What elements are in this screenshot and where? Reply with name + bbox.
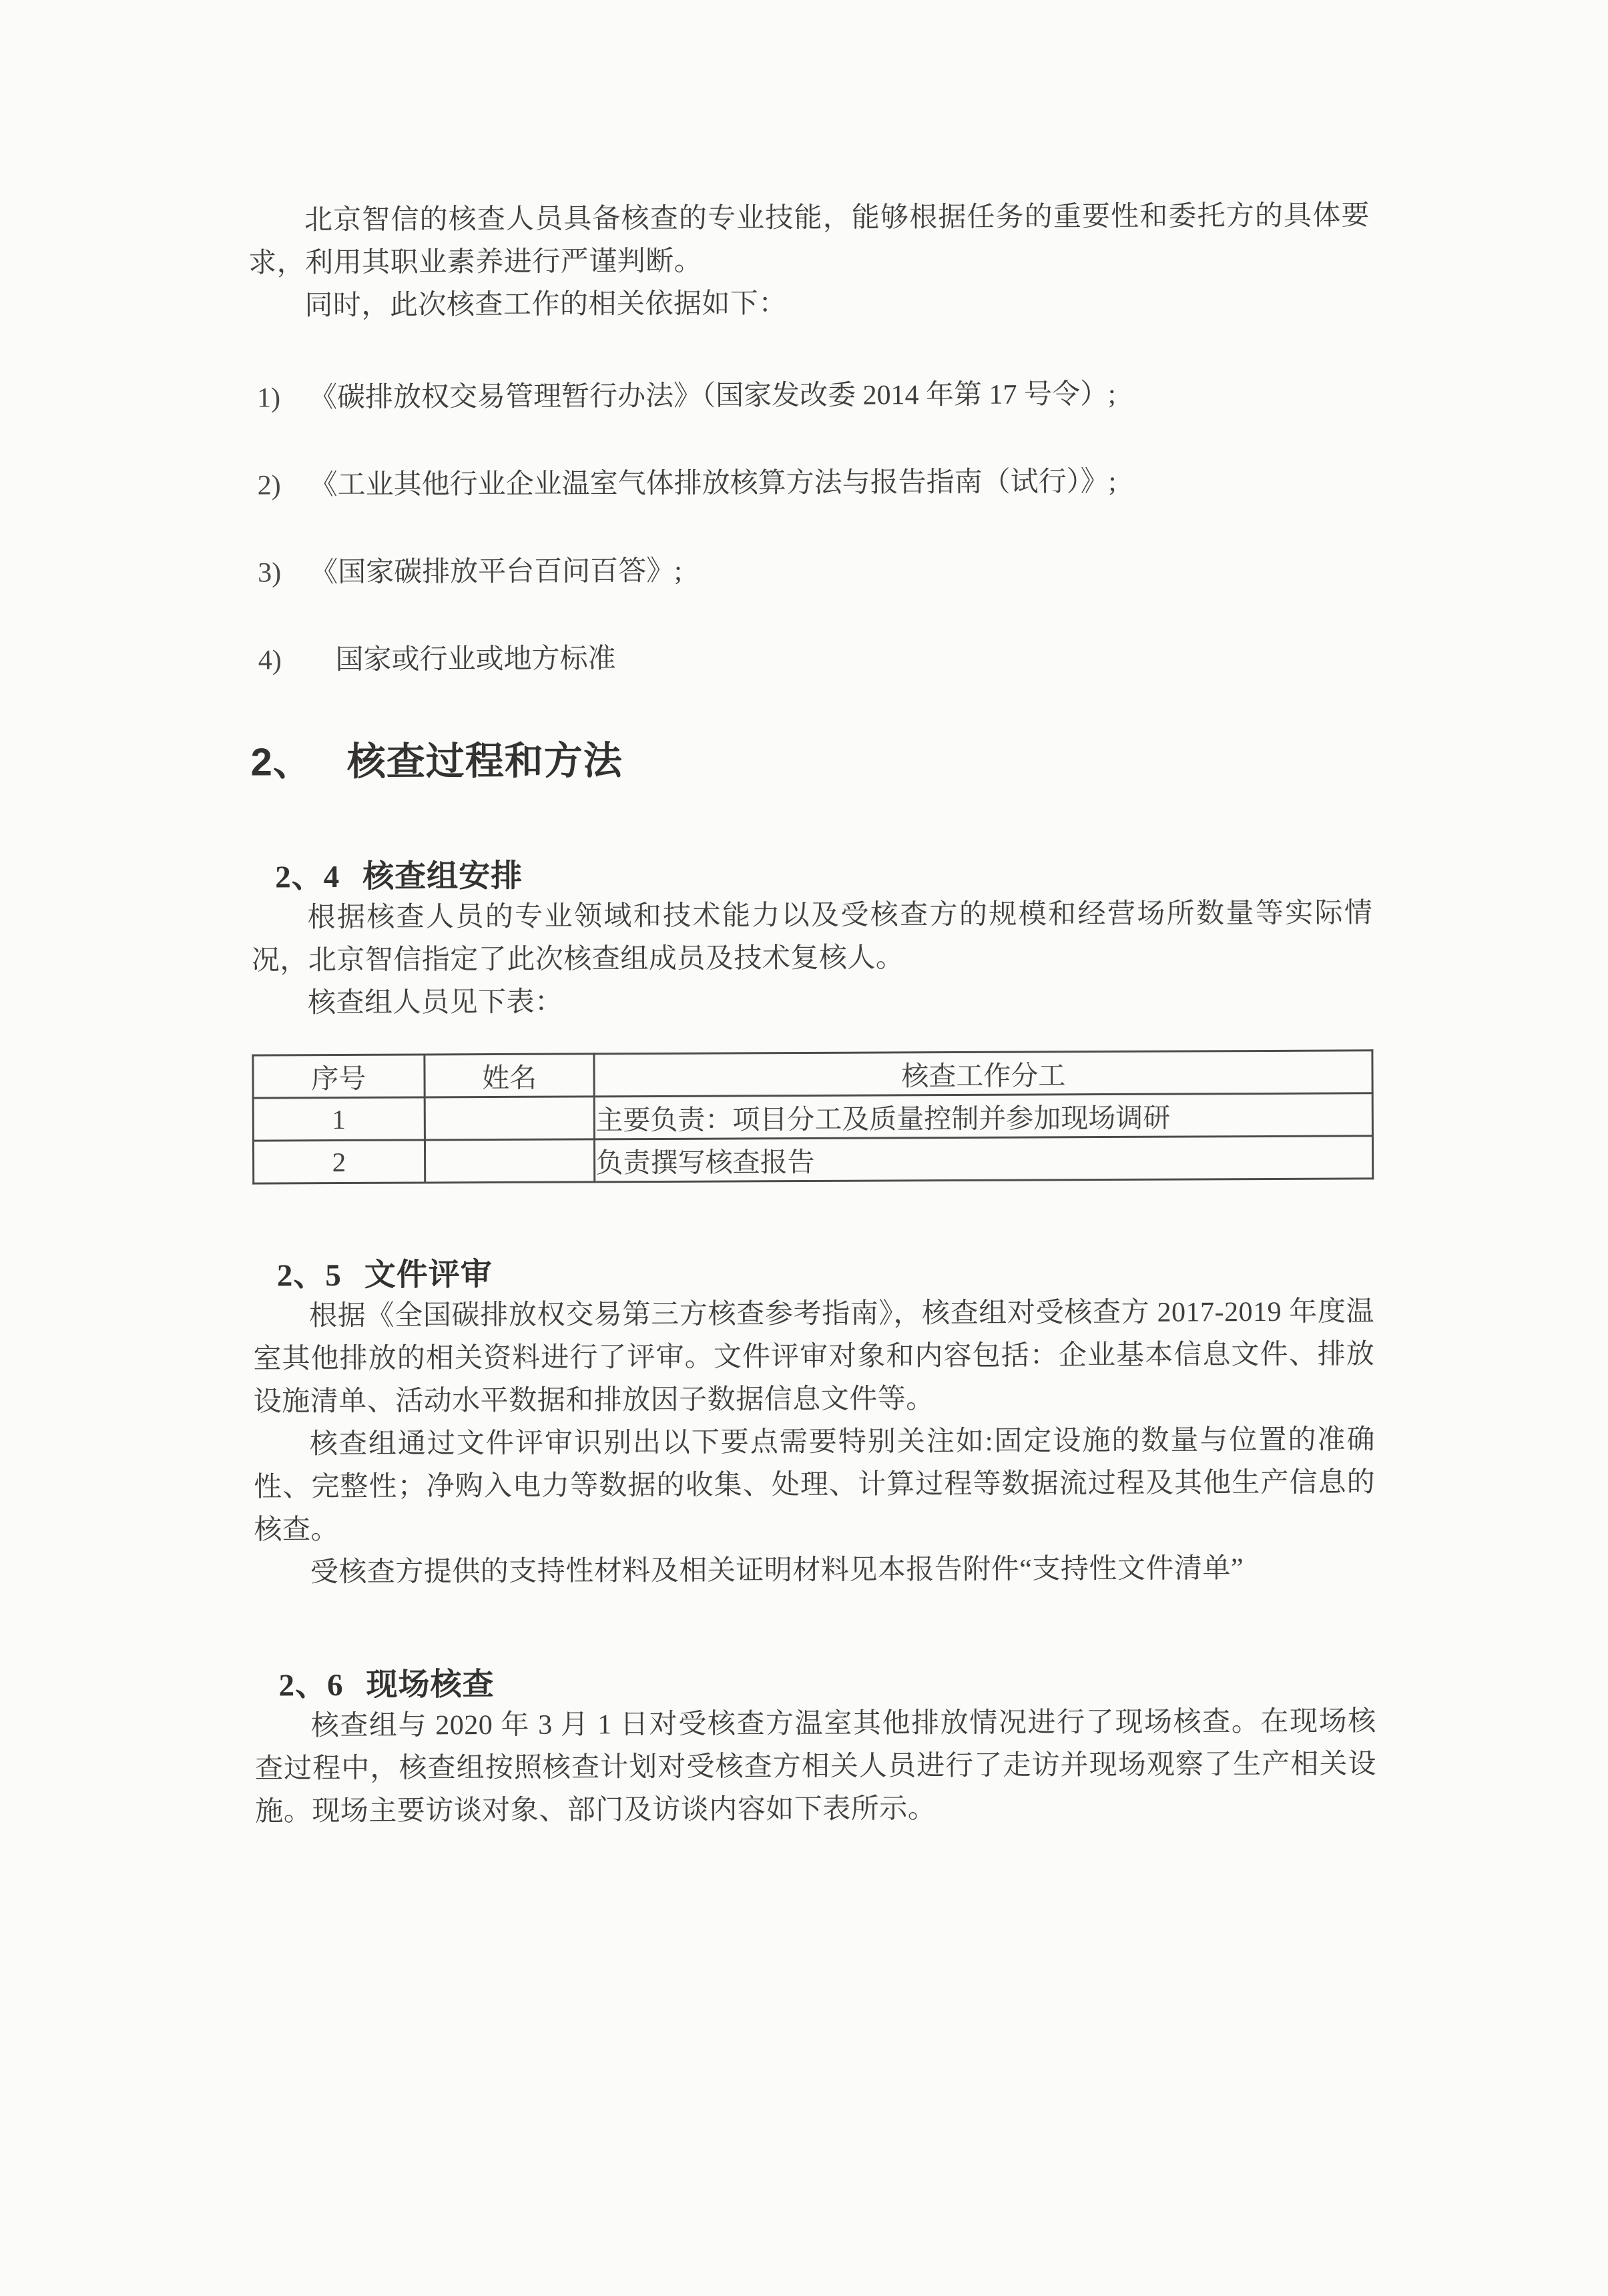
intro-paragraph: 北京智信的核查人员具备核查的专业技能，能够根据任务的重要性和委托方的具体要求，利用其职业素养进行严谨判断。	[248, 200, 1370, 279]
list-item-number: 4)	[258, 645, 282, 676]
section-2-5-paragraph-3: 受核查方提供的支持性材料及相关证明材料见本报告附件“支持性文件清单”	[310, 1553, 1244, 1589]
list-item-text: 《碳排放权交易管理暂行办法》（国家发改委 2014 年第 17 号令）;	[309, 378, 1116, 414]
header-cell-no: 序号	[253, 1055, 425, 1098]
verification-team-table	[252, 1049, 1374, 1184]
section-2-5-heading	[277, 1251, 1374, 1295]
legal-basis-item	[258, 635, 1372, 681]
section-2-4-heading	[275, 853, 1372, 896]
section-2-heading	[250, 734, 1372, 786]
section-2-4-number: 2、4	[275, 860, 340, 895]
table-intro-paragraph: 核查组人员见下表：	[307, 986, 563, 1019]
section-2-4-title: 核查组安排	[362, 858, 523, 894]
section-2-title: 核查过程和方法	[346, 739, 623, 784]
cell-name	[425, 1139, 595, 1183]
cell-no: 2	[253, 1140, 425, 1183]
legal-basis-item	[258, 460, 1371, 507]
header-cell-name: 姓名	[424, 1054, 594, 1097]
cell-duty: 主要负责：项目分工及质量控制并参加现场调研	[595, 1093, 1373, 1139]
section-2-5-title: 文件评审	[364, 1257, 493, 1293]
section-2-number: 2、	[250, 740, 312, 784]
legal-basis-item	[258, 547, 1371, 594]
section-2-5-number: 2、5	[276, 1258, 342, 1294]
section-2-4-paragraph: 根据核查人员的专业领域和技术能力以及受核查方的规模和经营场所数量等实际情况，北京智信指定了此次核查组成员及技术复核人。	[251, 898, 1373, 976]
page-content	[248, 194, 1377, 1833]
section-2-6-number: 2、6	[278, 1668, 344, 1703]
list-item-text: 《工业其他行业企业温室气体排放核算方法与报告指南（试行）》;	[309, 466, 1117, 501]
section-2-6-paragraph: 核查组与 2020 年 3 月 1 日对受核查方温室其他排放情况进行了现场核查。在现场核查过程中，核查组按照核查计划对受核查方相关人员进行了走访并现场观察了生产相关设施。现场主要访谈对象、部门及访谈内容如下表所示。	[254, 1706, 1377, 1827]
table-row	[253, 1093, 1372, 1141]
list-item-text: 《国家碳排放平台百问百答》;	[310, 555, 683, 589]
legal-basis-item	[257, 372, 1370, 419]
section-2-5-paragraph-1: 根据《全国碳排放权交易第三方核查参考指南》，核查组对受核查方 2017-2019 年度温室其他排放的相关资料进行了评审。文件评审对象和内容包括：企业基本信息文件、排放设施清单、活动水平数据和排放因子数据信息文件等。	[253, 1296, 1375, 1418]
table-row	[253, 1136, 1372, 1183]
list-item-number: 3)	[258, 557, 282, 589]
cell-duty: 负责撰写核查报告	[595, 1136, 1373, 1182]
section-2-6-title: 现场核查	[366, 1667, 495, 1703]
table-header-row	[253, 1051, 1372, 1098]
section-2-6-heading	[278, 1661, 1376, 1705]
section-2-5-paragraph-2: 核查组通过文件评审识别出以下要点需要特别关注如:固定设施的数量与位置的准确性、完整性；净购入电力等数据的收集、处理、计算过程等数据流过程及其他生产信息的核查。	[254, 1424, 1376, 1546]
cell-no: 1	[253, 1097, 425, 1141]
list-item-number: 1)	[257, 382, 281, 414]
legal-basis-list	[249, 372, 1372, 681]
list-item-text: 国家或行业或地方标准	[335, 643, 616, 676]
cell-name	[425, 1097, 595, 1140]
list-item-number: 2)	[257, 470, 281, 501]
basis-lead-paragraph: 同时，此次核查工作的相关依据如下：	[304, 288, 788, 322]
header-cell-duty: 核查工作分工	[594, 1051, 1372, 1097]
